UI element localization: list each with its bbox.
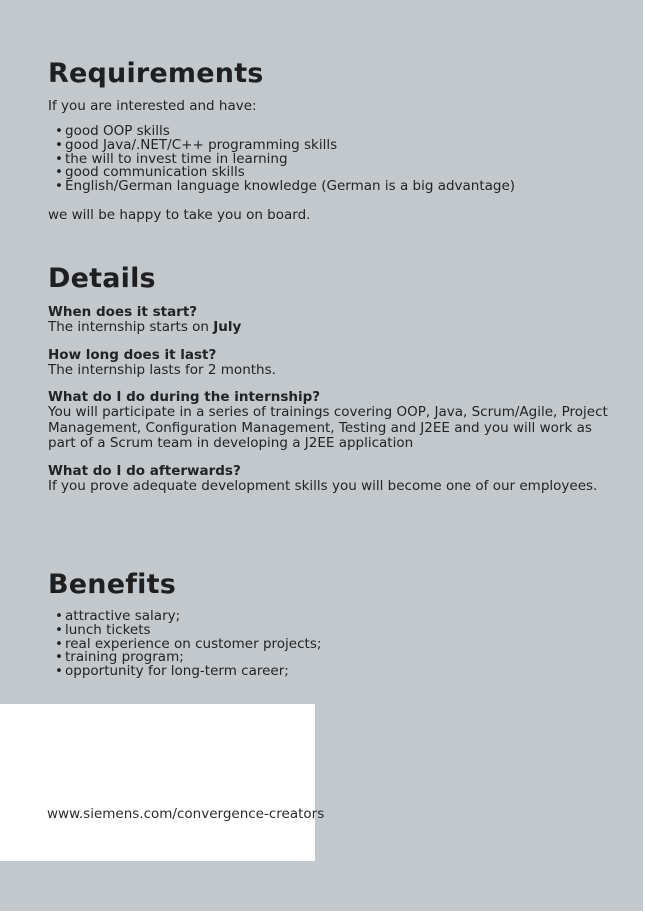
details-section [48,263,608,494]
qa-question: How long does it last? [48,346,217,363]
qa-answer-text: The internship starts on [48,319,214,335]
benefits-item: • attractive salary; [55,610,618,624]
qa-answer [48,320,608,336]
qa-item [48,464,608,495]
requirements-item: • the will to invest time in learning [55,153,618,167]
benefits-item: • lunch tickets [55,624,618,638]
requirements-item: • good communication skills [55,166,618,180]
benefits-section [48,569,618,679]
requirements-section [48,58,618,223]
requirements-intro: If you are interested and have: [48,98,257,114]
qa-question: When does it start? [48,304,198,320]
qa-answer: You will participate in a series of trainings covering OOP, Java, Scrum/Agile, Project Management, Configuration Management, Testing and J2EE and you will work as part of a Scrum team in developing a J2EE application [48,404,608,451]
qa-item [48,390,608,452]
requirements-list [48,125,618,194]
requirements-item: • good OOP skills [55,125,618,139]
qa-answer-emphasis: July [213,319,242,335]
benefits-item: • opportunity for long-term career; [55,665,618,679]
requirements-heading: Requirements [48,58,264,89]
qa-answer: The internship lasts for 2 months. [48,361,276,378]
benefits-item: • real experience on customer projects; [55,638,618,652]
requirements-outro: we will be happy to take you on board. [48,206,311,223]
requirements-item: • English/German language knowledge (German is a big advantage) [55,180,618,194]
qa-answer: If you prove adequate development skills you will become one of our employees. [48,477,598,494]
qa-question: What do I do during the internship? [48,389,321,405]
footer-box [0,704,315,861]
qa-item [48,348,608,379]
benefits-list [48,610,618,679]
details-heading: Details [48,263,156,294]
qa-item [48,305,608,336]
benefits-item: • training program; [55,651,618,665]
benefits-heading: Benefits [48,569,177,600]
qa-question: What do I do afterwards? [48,462,241,479]
footer-url[interactable]: www.siemens.com/convergence-creators [47,806,325,822]
requirements-item: • good Java/.NET/C++ programming skills [55,139,618,153]
